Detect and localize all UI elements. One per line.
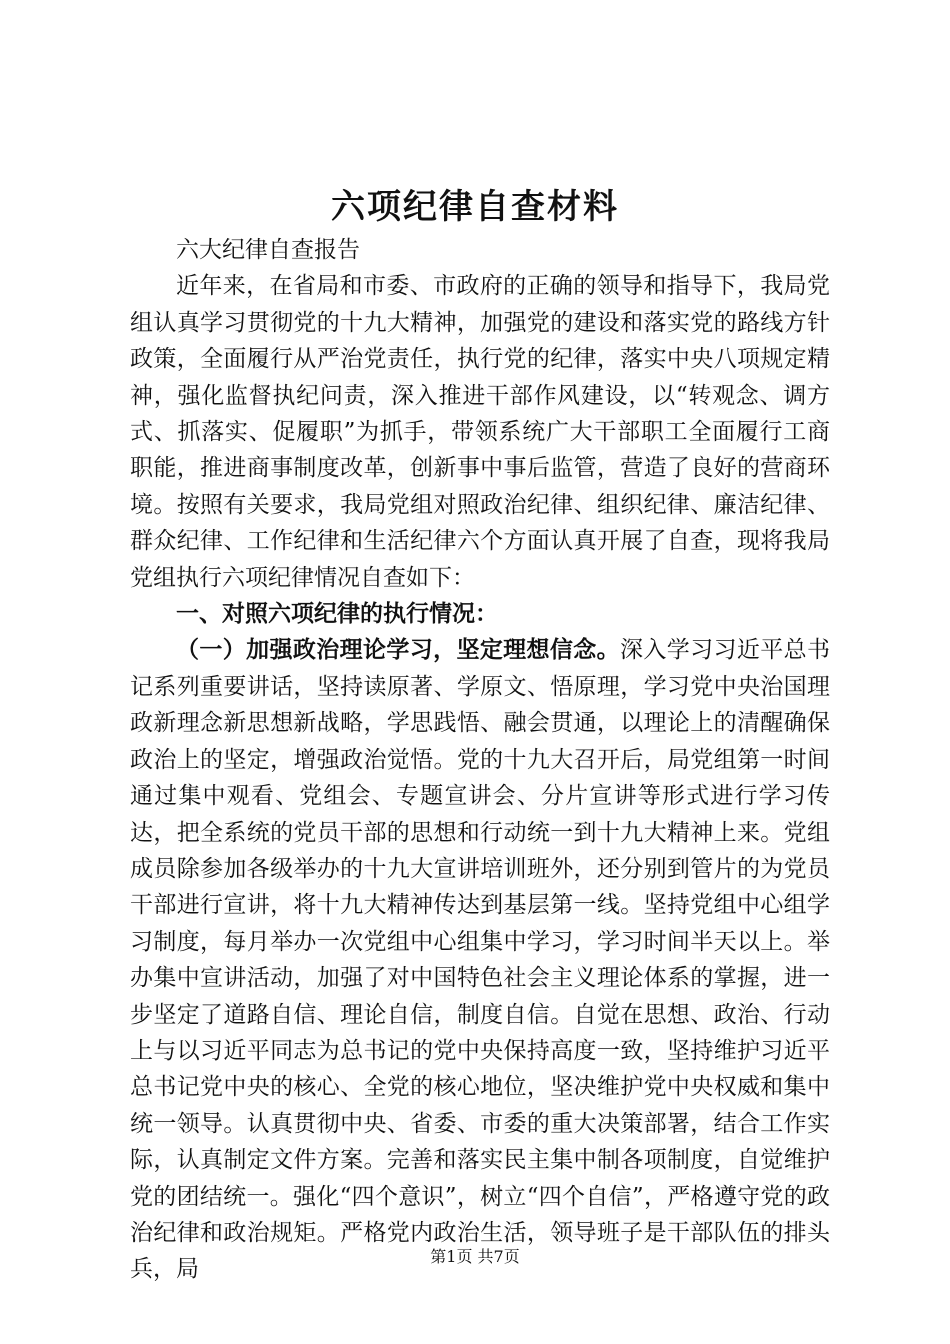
intro-paragraph: 近年来，在省局和市委、市政府的正确的领导和指导下，我局党组认真学习贯彻党的十九大精神，加强党的建设和落实党的路线方针政策，全面履行从严治党责任，执行党的纪律，落实中央八项规定精神，强化监督执纪问责，深入推进干部作风建设，以“转观念、调方式、抓落实、促履职”为抓手，带领系统广大干部职工全面履行工商职能，推进商事制度改革，创新事中事后监管，营造了良好的营商环境。按照有关要求，我局党组对照政治纪律、组织纪律、廉洁纪律、群众纪律、工作纪律和生活纪律六个方面认真开展了自查，现将我局党组执行六项纪律情况自查如下： — [130, 273, 830, 591]
document-body — [130, 232, 830, 1288]
subsection-paragraph — [130, 632, 830, 1287]
document-title: 六项纪律自查材料 — [331, 187, 619, 227]
subsection-heading: （一）加强政治理论学习，坚定理想信念。 — [176, 637, 621, 664]
document-subtitle: 六大纪律自查报告 — [176, 237, 360, 263]
page-footer: 第1页 共7页 — [430, 1247, 520, 1266]
section-heading: 一、对照六项纪律的执行情况： — [176, 601, 498, 628]
subsection-body: 深入学习习近平总书记系列重要讲话，坚持读原著、学原文、悟原理，学习党中央治国理政新理念新思想新战略，学思践悟、融会贯通，以理论上的清醒确保政治上的坚定，增强政治觉悟。党的十九大召开后，局党组第一时间通过集中观看、党组会、专题宣讲会、分片宣讲等形式进行学习传达，把全系统的党员干部的思想和行动统一到十九大精神上来。党组成员除参加各级举办的十九大宣讲培训班外，还分别到管片的为党员干部进行宣讲，将十九大精神传达到基层第一线。坚持党组中心组学习制度，每月举办一次党组中心组集中学习，学习时间半天以上。举办集中宣讲活动，加强了对中国特色社会主义理论体系的掌握，进一步坚定了道路自信、理论自信，制度自信。自觉在思想、政治、行动上与以习近平同志为总书记的党中央保持高度一致，坚持维护习近平总书记党中央的核心、全党的核心地位，坚决维护党中央权威和集中统一领导。认真贯彻中央、省委、市委的重大决策部署，结合工作实际，认真制定文件方案。完善和落实民主集中制各项制度，自觉维护党的团结统一。强化“四个意识”，树立“四个自信”，严格遵守党的政治纪律和政治规矩。严格党内政治生活，领导班子是干部队伍的排头兵，局 — [130, 637, 831, 1283]
